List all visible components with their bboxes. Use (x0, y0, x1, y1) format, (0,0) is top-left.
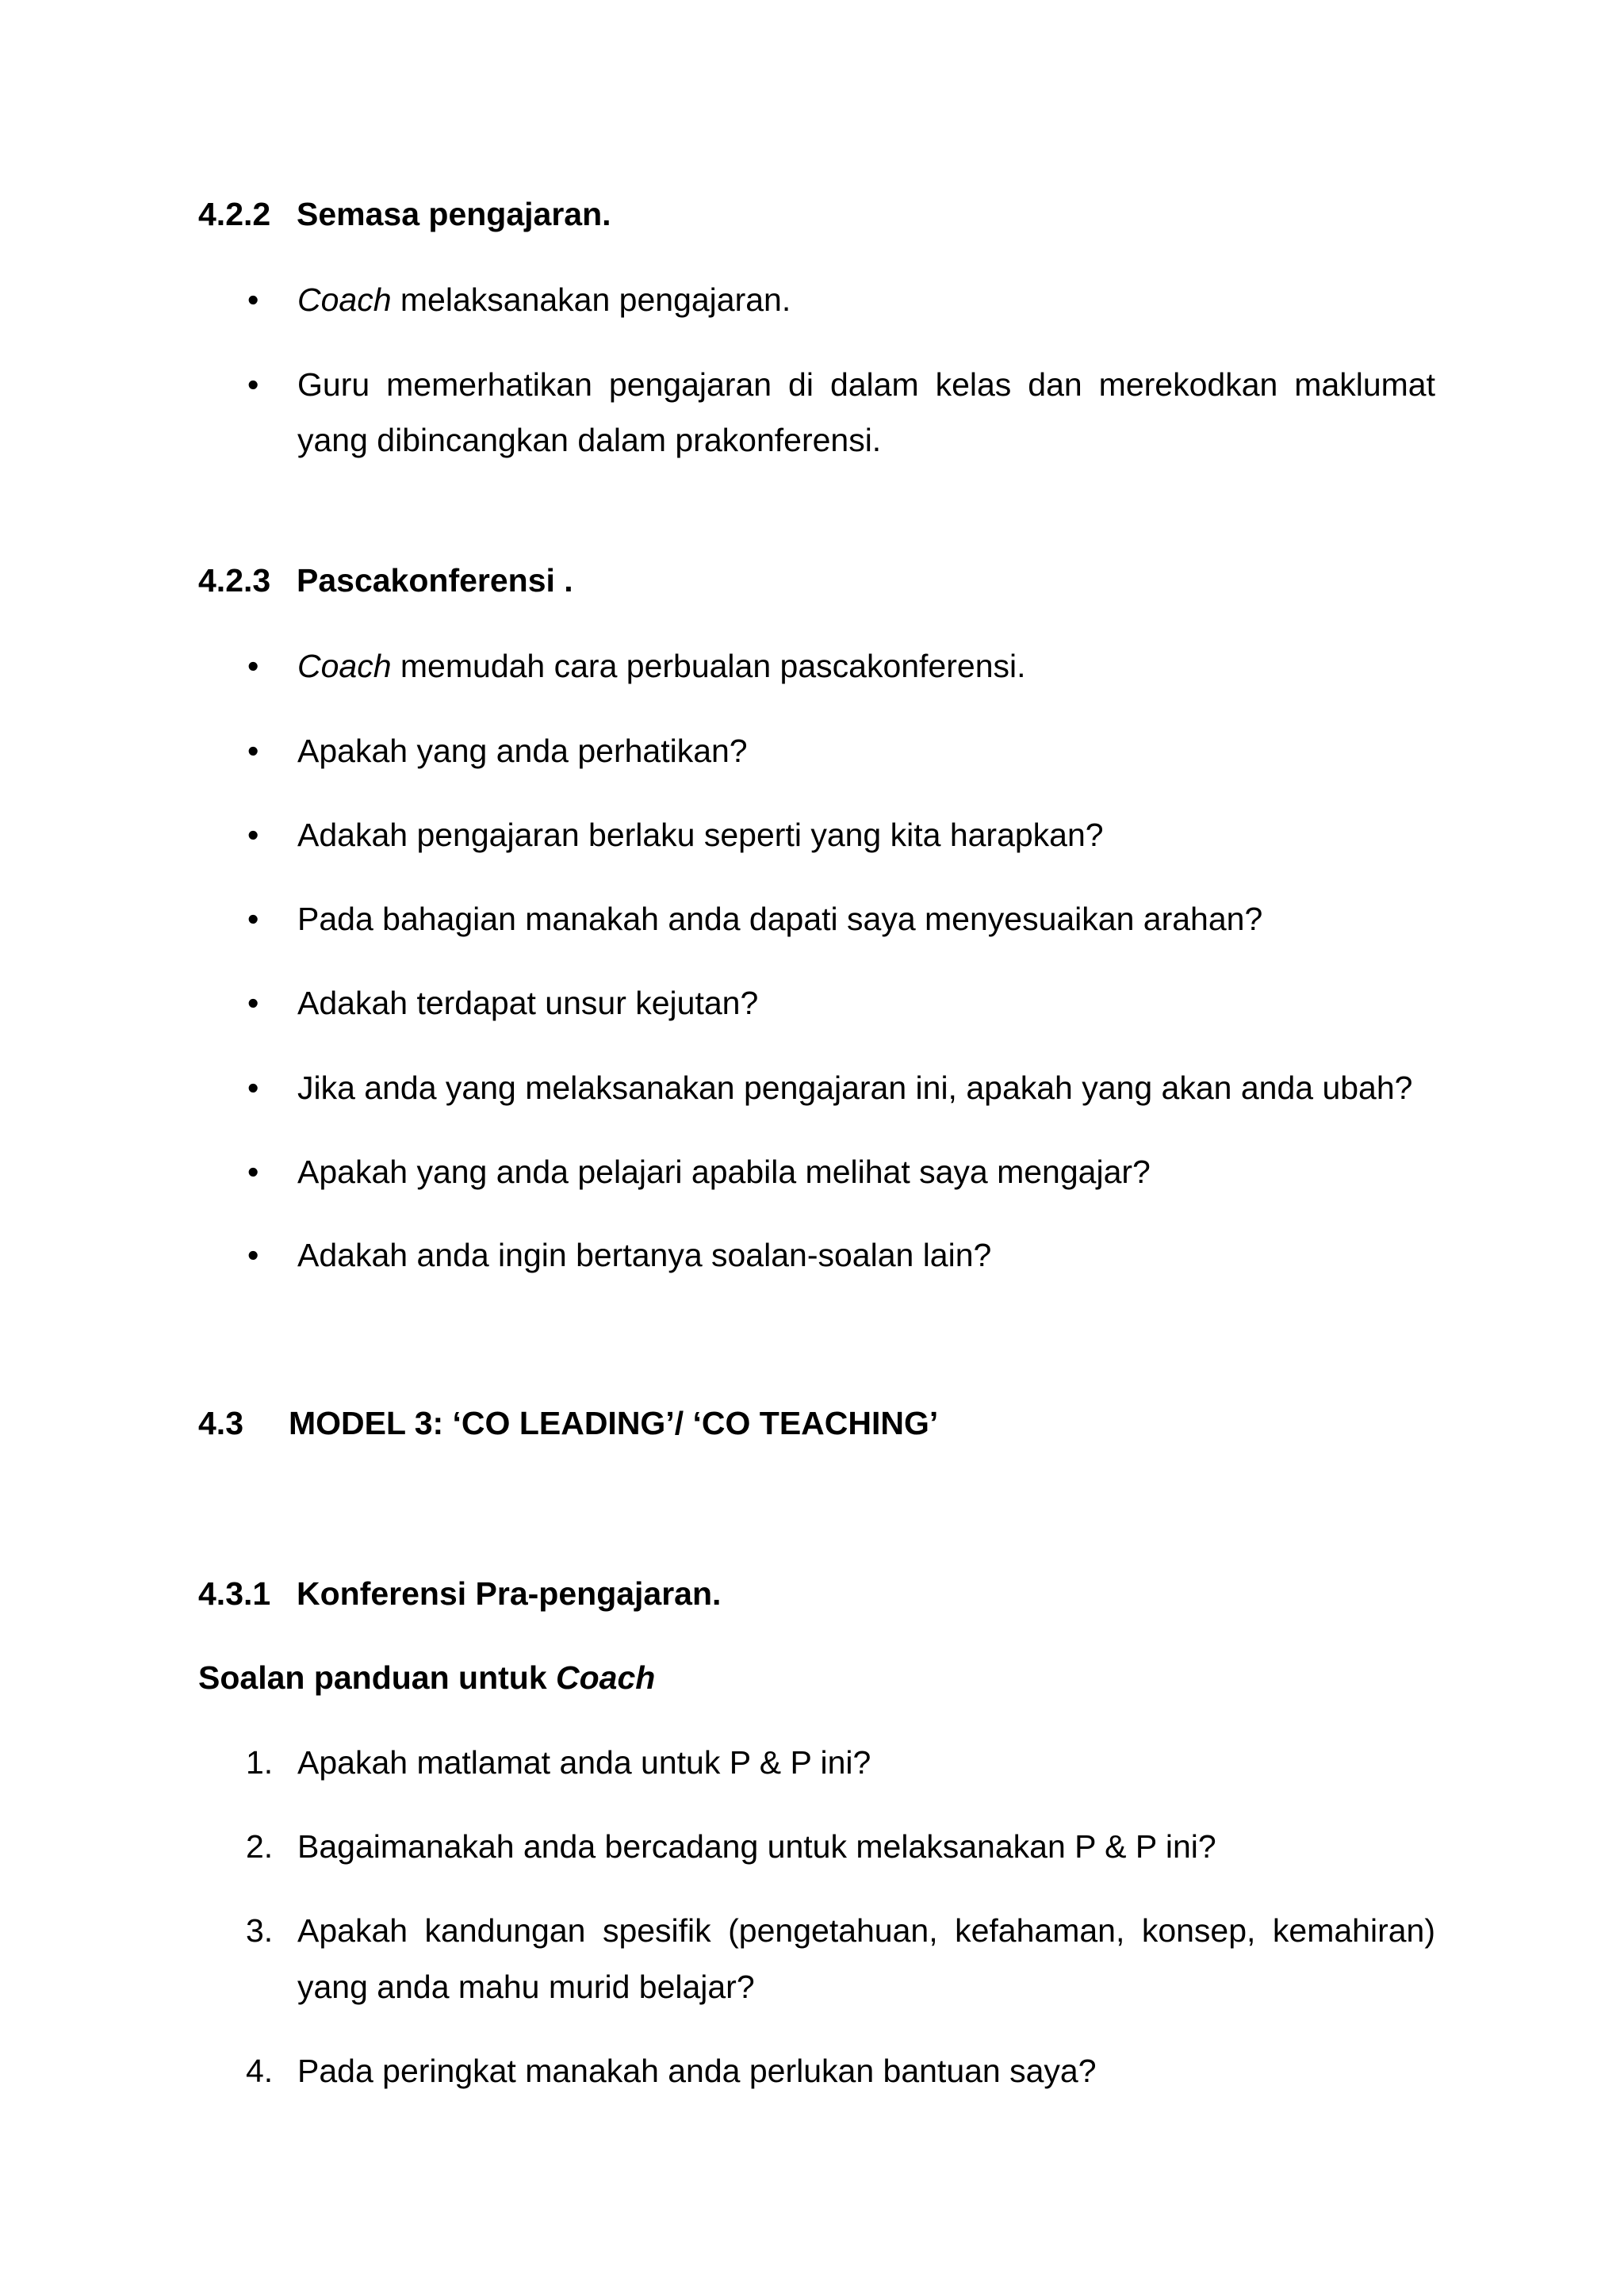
bullet-marker: • (247, 1070, 259, 1106)
section-number: 4.3 (198, 1405, 243, 1441)
item-number: 1. (246, 1744, 274, 1781)
bullet-marker: • (247, 281, 259, 318)
bullet-marker: • (247, 1154, 259, 1190)
italic-term: Coach (297, 648, 392, 684)
list-item-text: Pada bahagian manakah anda dapati saya menyesuaikan arahan? (297, 901, 1263, 937)
list-item-text: Adakah anda ingin bertanya soalan-soalan lain? (297, 1237, 992, 1273)
bullet-marker: • (247, 733, 259, 769)
section-number: 4.2.2 (198, 196, 271, 232)
section-heading-4-3-1 (198, 1575, 722, 1612)
section-heading-4-2-2 (198, 198, 611, 231)
list-item-text-line1: Guru memerhatikan pengajaran di dalam kelas dan merekodkan maklumat (297, 366, 1435, 403)
numbered-item-text: Pada peringkat manakah anda perlukan bantuan saya? (297, 2053, 1097, 2089)
guide-subheading (198, 1659, 656, 1696)
numbered-item-text-line1: Apakah kandungan spesifik (pengetahuan, kefahaman, konsep, kemahiran) (297, 1912, 1435, 1949)
list-item-text: Apakah yang anda pelajari apabila melihat saya mengajar? (297, 1154, 1151, 1190)
guide-title: Soalan panduan untuk (198, 1659, 557, 1696)
section-title: Konferensi Pra-pengajaran. (297, 1575, 722, 1612)
section-number: 4.3.1 (198, 1575, 271, 1612)
list-item-text: melaksanakan pengajaran. (391, 281, 791, 318)
item-number: 4. (246, 2053, 274, 2089)
numbered-item-text-line2: yang anda mahu murid belajar? (297, 1969, 755, 2005)
list-item-text: Adakah terdapat unsur kejutan? (297, 985, 759, 1021)
section-title: MODEL 3: ‘CO LEADING’/ ‘CO TEACHING’ (289, 1405, 939, 1441)
numbered-item-text: Bagaimanakah anda bercadang untuk melaksanakan P & P ini? (297, 1828, 1216, 1865)
section-heading-4-2-3 (198, 564, 573, 597)
section-title: Pascakonferensi . (297, 562, 573, 599)
bullet-marker: • (247, 648, 259, 684)
item-number: 2. (246, 1828, 274, 1865)
bullet-marker: • (247, 985, 259, 1021)
bullet-marker: • (247, 366, 259, 403)
section-heading-4-3 (198, 1407, 938, 1440)
list-item-text-line2: yang dibincangkan dalam prakonferensi. (297, 422, 882, 458)
list-item-text: Adakah pengajaran berlaku seperti yang kita harapkan? (297, 817, 1104, 853)
section-number: 4.2.3 (198, 562, 271, 599)
list-item-text: memudah cara perbualan pascakonferensi. (391, 648, 1026, 684)
bullet-marker: • (247, 901, 259, 937)
italic-term: Coach (297, 281, 392, 318)
italic-term: Coach (556, 1659, 656, 1696)
bullet-marker: • (247, 1237, 259, 1273)
bullet-marker: • (247, 817, 259, 853)
list-item-text: Jika anda yang melaksanakan pengajaran ini, apakah yang akan anda ubah? (297, 1070, 1413, 1106)
section-title: Semasa pengajaran. (297, 196, 611, 232)
numbered-item-text: Apakah matlamat anda untuk P & P ini? (297, 1744, 871, 1781)
item-number: 3. (246, 1912, 274, 1949)
list-item-text: Apakah yang anda perhatikan? (297, 733, 748, 769)
